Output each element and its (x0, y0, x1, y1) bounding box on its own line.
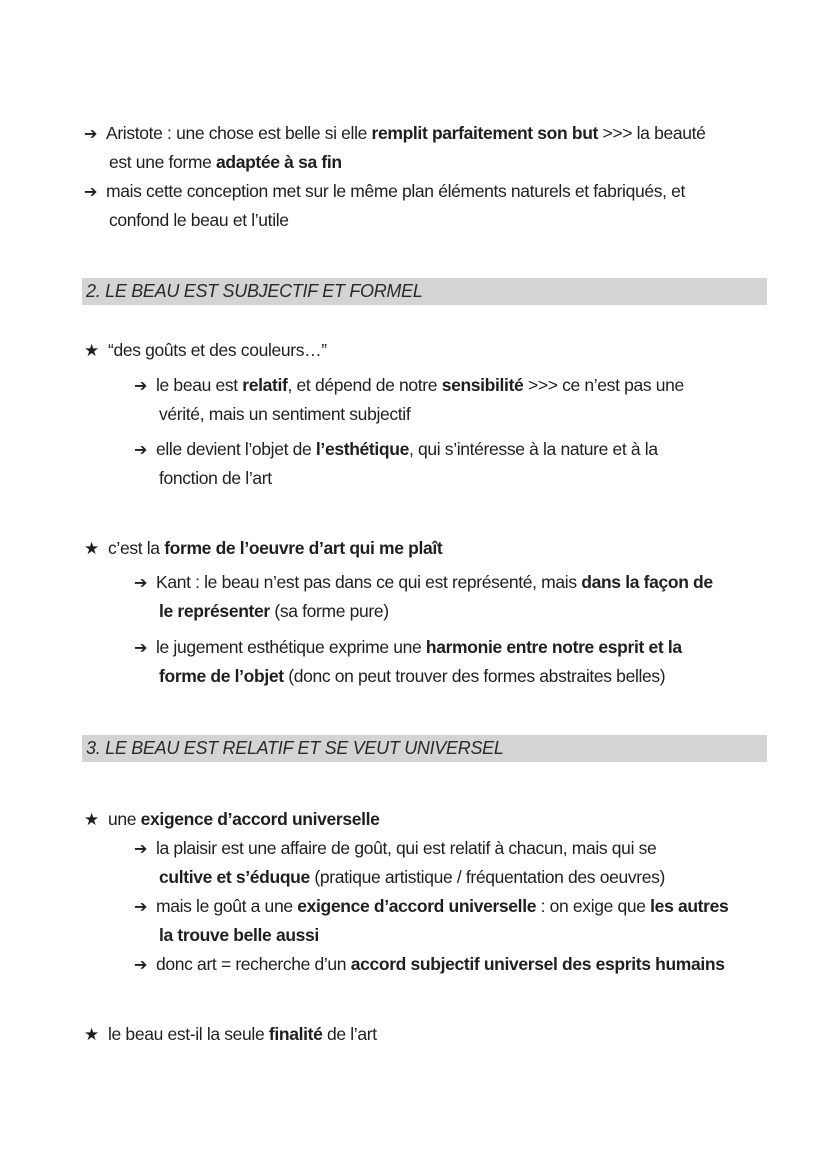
section-heading: 2. LE BEAU EST SUBJECTIF ET FORMEL (86, 281, 423, 301)
list-item: ➔ Aristote : une chose est belle si elle remplit parfaitement son but >>> la beauté (84, 119, 706, 148)
right-arrow-icon: ➔ (134, 440, 148, 459)
list-item: ➔ le jugement esthétique exprime une harmonie entre notre esprit et la (134, 633, 682, 662)
list-item-continuation: est une forme adaptée à sa fin (109, 152, 342, 172)
star-icon: ★ (84, 810, 99, 830)
right-arrow-icon: ➔ (134, 897, 148, 916)
list-item: ➔ mais cette conception met sur le même plan éléments naturels et fabriqués, et (84, 177, 685, 206)
right-arrow-icon: ➔ (134, 573, 148, 592)
star-icon: ★ (84, 1025, 99, 1045)
star-item: ★ le beau est-il la seule finalité de l’art (84, 1020, 377, 1050)
list-item-continuation: confond le beau et l’utile (109, 210, 289, 230)
list-item-continuation: la trouve belle aussi (159, 925, 319, 945)
star-icon: ★ (84, 341, 99, 361)
star-icon: ★ (84, 539, 99, 559)
star-item: ★ c’est la forme de l’oeuvre d’art qui me plaît (84, 534, 442, 564)
list-item-continuation: forme de l’objet (donc on peut trouver des formes abstraites belles) (159, 666, 666, 686)
list-item: ➔ le beau est relatif, et dépend de notre sensibilité >>> ce n’est pas une (134, 371, 684, 400)
list-item: ➔ la plaisir est une affaire de goût, qui est relatif à chacun, mais qui se (134, 834, 656, 863)
list-item: ➔ elle devient l’objet de l’esthétique, qui s’intéresse à la nature et à la (134, 435, 658, 464)
right-arrow-icon: ➔ (134, 376, 148, 395)
right-arrow-icon: ➔ (84, 182, 98, 201)
list-item-continuation: vérité, mais un sentiment subjectif (159, 404, 411, 424)
right-arrow-icon: ➔ (134, 839, 148, 858)
section-heading: 3. LE BEAU EST RELATIF ET SE VEUT UNIVERSEL (86, 738, 504, 758)
right-arrow-icon: ➔ (134, 955, 148, 974)
list-item: ➔ donc art = recherche d’un accord subjectif universel des esprits humains (134, 950, 725, 979)
list-item: ➔ Kant : le beau n’est pas dans ce qui est représenté, mais dans la façon de (134, 568, 713, 597)
star-item: ★ une exigence d’accord universelle (84, 805, 380, 835)
list-item-continuation: fonction de l’art (159, 468, 272, 488)
list-item-continuation: le représenter (sa forme pure) (159, 601, 389, 621)
right-arrow-icon: ➔ (134, 638, 148, 657)
list-item: ➔ mais le goût a une exigence d’accord universelle : on exige que les autres (134, 892, 728, 921)
list-item-continuation: cultive et s’éduque (pratique artistique / fréquentation des oeuvres) (159, 867, 665, 887)
right-arrow-icon: ➔ (84, 124, 98, 143)
star-item: ★ “des goûts et des couleurs…” (84, 336, 327, 366)
